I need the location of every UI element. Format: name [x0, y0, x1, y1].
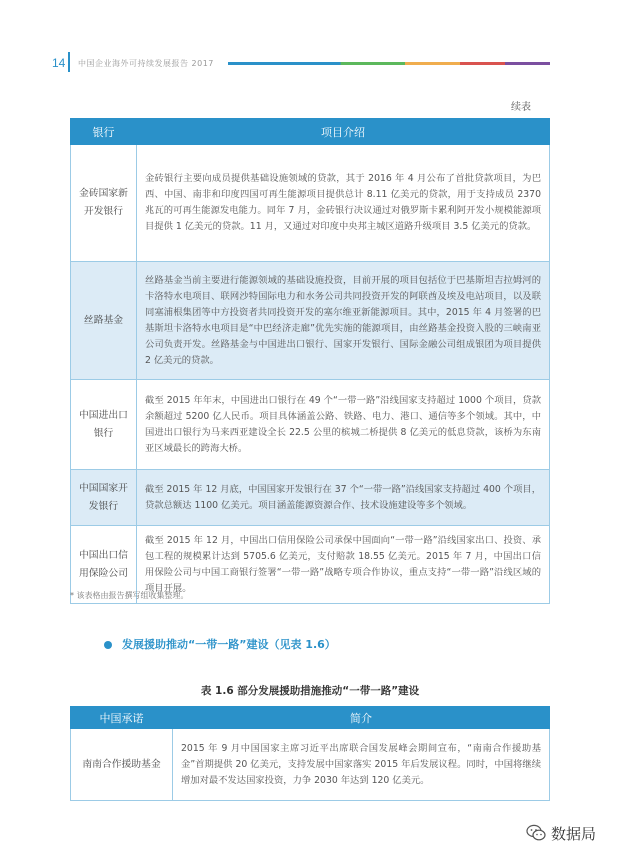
banks-table: [70, 118, 550, 604]
column-header-summary: 简介: [173, 707, 550, 729]
page-number: 14: [52, 56, 66, 70]
bank-name: 中国国家开 发银行: [71, 470, 137, 526]
page-header: [0, 50, 620, 74]
watermark: [526, 822, 596, 844]
document-title: 中国企业海外可持续发展报告 2017: [78, 59, 214, 68]
project-description: 金砖银行主要向成员提供基础设施领域的贷款，其于 2016 年 4 月公布了首批贷款项目，为巴西、中国、南非和印度四国可再生能源项目提供总计 8.11 亿美元的贷款，用于支持成员 2370 兆瓦的可再生能源发电能力。同年 7 月，金砖银行决议通过对俄罗斯卡累利阿开发小规模能源项目提供 1 亿美元的贷款。11 月，又通过对印度中央邦主城区道路升级项目 3.5 亿美元的贷款。: [137, 145, 550, 262]
table-row: [71, 729, 550, 801]
continued-label: 续表: [511, 102, 531, 113]
table-row: [71, 380, 550, 470]
header-color-strip: [228, 62, 550, 65]
table-row: [71, 145, 550, 262]
column-header-project: 项目介绍: [137, 119, 550, 145]
commitment-name: 南南合作援助基金: [71, 729, 173, 801]
project-description: 截至 2015 年 12 月，中国出口信用保险公司承保中国面向“一带一路”沿线国家出口、投资、承包工程的规模累计达到 5705.6 亿美元，支付赔款 18.55 亿美元。2015 年 7 月，中国出口信用保险公司与中国工商银行签署“一带一路”战略专项合作协议，重点支持“一带一路”沿线区域的项目开展。: [137, 526, 550, 604]
watermark-text: 数据局: [551, 824, 597, 843]
header-divider: [68, 52, 70, 72]
table-caption: 表 1.6 部分发展援助措施推动“一带一路”建设: [200, 685, 420, 697]
bullet-icon: [104, 641, 112, 649]
project-description: 截至 2015 年 12 月底，中国国家开发银行在 37 个“一带一路”沿线国家支持超过 400 个项目，贷款总额达 1100 亿美元。项目涵盖能源资源合作、技术设施建设等多个领域。: [137, 470, 550, 526]
section-bullet-heading: 发展援助推动“一带一路”建设（见表 1.6）: [122, 638, 336, 651]
project-description: 丝路基金当前主要进行能源领域的基础设施投资，目前开展的项目包括位于巴基斯坦吉拉姆河的卡洛特水电项目、联网沙特国际电力和水务公司共同投资开发的阿联酋及埃及电站项目，以及联同塞浦根集团等中方投资者共同投资开发的塞尔维亚新能源项目。其中，2015 年 4 月签署的巴基斯坦卡洛特水电项目是“中巴经济走廊”优先实施的能源项目，由丝路基金投资入股的三峡南亚公司负责开发。丝路基金与中国进出口银行、国家开发银行、国际金融公司组成银团为项目提供 2 亿美元的贷款。: [137, 262, 550, 380]
bank-name: 中国出口信 用保险公司: [71, 526, 137, 604]
column-header-commitment: 中国承诺: [71, 707, 173, 729]
table-header-row: [71, 707, 550, 729]
commitment-description: 2015 年 9 月中国国家主席习近平出席联合国发展峰会期间宣布，“南南合作援助基金”首期提供 20 亿美元，支持发展中国家落实 2015 年后发展议程。同时，中国将继续增加对最不发达国家投资，力争 2030 年达到 120 亿美元。: [173, 729, 550, 801]
table-row: [71, 262, 550, 380]
aid-table: [70, 706, 550, 801]
bank-name: 丝路基金: [71, 262, 137, 380]
bank-name: 中国进出口 银行: [71, 380, 137, 470]
table-header-row: [71, 119, 550, 145]
wechat-icon: [526, 824, 546, 842]
table-footnote: * 该表格由报告撰写组收集整理。: [70, 591, 189, 600]
column-header-bank: 银行: [71, 119, 137, 145]
table-row: [71, 470, 550, 526]
project-description: 截至 2015 年年末，中国进出口银行在 49 个“一带一路”沿线国家支持超过 1000 个项目，贷款余额超过 5200 亿人民币。项目具体涵盖公路、铁路、电力、港口、通信等多个领域。其中，中国进出口银行为马来西亚建设全长 22.5 公里的槟城二桥提供 8 亿美元的低息贷款，该桥为东南亚区域最长的跨海大桥。: [137, 380, 550, 470]
bank-name: 金砖国家新 开发银行: [71, 145, 137, 262]
